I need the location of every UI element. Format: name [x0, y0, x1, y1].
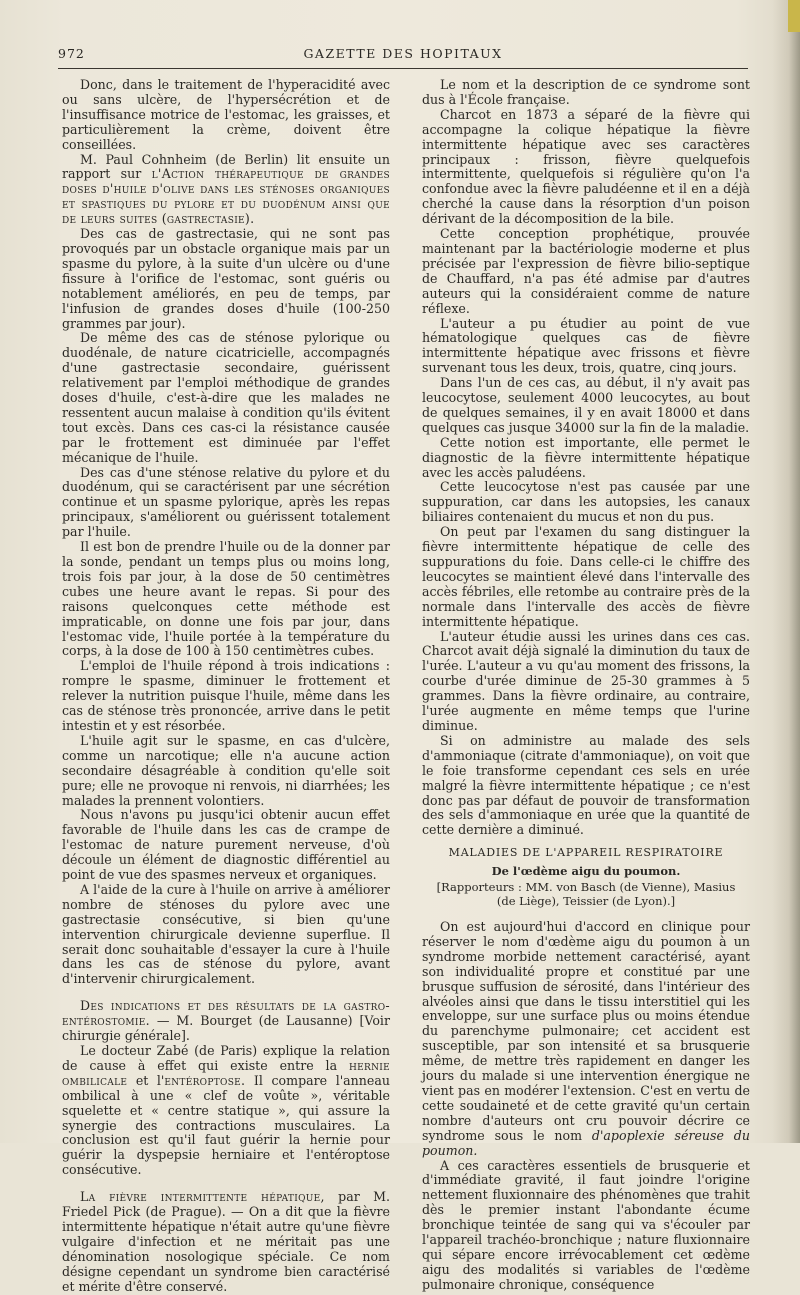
paragraph: L'auteur a pu étudier au point de vue hématologique quelques cas de fièvre intermittente hépatique avec frissons et fièvre survenant tous les deux, trois, quatre, cinq jours.: [422, 315, 750, 376]
paragraph-body: On est aujourd'hui d'accord en clinique pour réserver le nom d'œdème aigu du poumon à un syndrome morbide nettement caractérisé, ayant son individualité propre et constitué par une brusque suffusion de sérosité, dans l'intérieur des alvéoles ainsi que dans le tissu interstitiel qui les enveloppe, sur une surface plus ou moins étendue du parenchyme pulmonaire; cet accident est susceptible, par son intensité et sa brusquerie même, de mettre très rapidement en danger les jours du malade si une intervention énergique ne vient pas en modérer l'extension. C'est en vertu de cette soudaineté et de cette gravité qu'un certain nombre d'auteurs ont cru pouvoir décrire ce syndrome sous le nom: [422, 919, 750, 1143]
paragraph: A l'aide de la cure à l'huile on arrive à améliorer nombre de sténoses du pylore avec une gastrectasie consécutive, si bien qu'une intervention chirurgicale devienne superflue. Il serait donc souhaitable d'essayer la cure à l'huile dans les cas de sténose du pylore, avant d'intervenir chirurgicalement.: [62, 881, 390, 987]
term-enteroptose: entéroptose.: [164, 1072, 246, 1088]
page-edge-shadow: [772, 0, 800, 1143]
paragraph-mid: et l': [135, 1072, 165, 1088]
paragraph: Cette notion est importante, elle permet le diagnostic de la fièvre intermittente hépatique avec les accès paludéens.: [422, 434, 750, 480]
paragraph: L'huile agit sur le spasme, en cas d'ulcère, comme un narcotique; elle n'a aucune action secondaire désagréable à condition qu'elle soit pure; elle ne provoque ni renvois, ni diarrhées; les malades la prennent volontiers.: [62, 732, 390, 808]
paragraph: Des cas d'une sténose relative du pylore et du duodénum, qui se caractérisent par une sécrétion continue et un spasme pylorique, après les repas principaux, s'améliorent ou guérissent totalement par l'huile.: [62, 464, 390, 540]
left-column: [62, 78, 390, 1295]
page-header: [58, 40, 748, 64]
paragraph-lead: M. Paul Cohnheim (de Berlin) lit ensuite un rapport sur: [62, 151, 390, 182]
reporters-note: [Rapporteurs : MM. von Basch (de Vienne), Masius (de Liège), Teissier (de Lyon).]: [436, 880, 736, 908]
page-number: 972: [58, 46, 85, 61]
page-edge-tab: [788, 0, 800, 32]
paragraph: [62, 999, 390, 1044]
paragraph: A ces caractères essentiels de brusquerie et d'immédiate gravité, il faut joindre l'origine nettement fluxionnaire des phénomènes que trahit dès le premier instant l'abondante écume bronchique teintée de sang qui va s'écouler par l'appareil trachéo-bronchique ; nature fluxionnaire qui sépare encore irrévocablement cet œdème aigu des modalités si variables de l'œdème pulmonaire chronique, conséquence: [422, 1157, 750, 1292]
paragraph: On peut par l'examen du sang distinguer la fièvre intermittente hépatique de celle des suppurations du foie. Dans celle-ci le chiffre des leucocytes se maintient élevé dans l'intervalle des accès fébriles, elle retombe au contraire près de la normale dans l'intervalle des accès de fièvre intermittente hépatique.: [422, 524, 750, 629]
paragraph: Nous n'avons pu jusqu'ici obtenir aucun effet favorable de l'huile dans les cas de crampe de l'estomac de nature purement nerveuse, d'où découle un élément de diagnostic différentiel au point de vue des spasmes nerveux et organiques.: [62, 807, 390, 883]
paragraph: [422, 920, 750, 1159]
journal-title: GAZETTE DES HOPITAUX: [303, 46, 503, 61]
paragraph: L'auteur étudie aussi les urines dans ces cas. Charcot avait déjà signalé la diminution du taux de l'urée. L'auteur a vu qu'au moment des frissons, la courbe d'urée diminue de 25-30 grammes à 5 grammes. Dans la fièvre ordinaire, au contraire, l'urée augmente en même temps que l'urine diminue.: [422, 628, 750, 733]
paragraph: Cette conception prophétique, prouvée maintenant par la bactériologie moderne et plus précisée par l'expression de fièvre bilio-septique de Chauffard, n'a pas été admise par d'autres auteurs qui la considéraient comme de nature réflexe.: [422, 226, 750, 316]
italic-term: d'apoplexie séreuse du poumon.: [422, 1127, 750, 1158]
paragraph: L'emploi de l'huile répond à trois indications : rompre le spasme, diminuer le frottement et relever la nutrition puisque l'huile, même dans les cas de sténose très prononcée, arrive dans le petit intestin et y est résorbée.: [62, 658, 390, 733]
paragraph: [62, 1190, 390, 1294]
paragraph-rest: par M. Friedel Pick (de Prague). — On a dit que la fièvre intermittente hépatique n'était autre qu'une fièvre vulgaire d'infection et ne méritait pas une dénomination nosologique spéciale. Ce nom désigne cependant un syndrome bien caractérisé et mérite d'être conservé.: [62, 1189, 391, 1294]
paragraph: Donc, dans le traitement de l'hyperacidité avec ou sans ulcère, de l'hypersécrétion et de l'insuffisance motrice de l'estomac, les graisses, et particulièrement la crème, doivent être conseillées.: [62, 77, 390, 152]
paragraph-lead: Le docteur Zabé (de Paris) explique la relation de cause à effet qui existe entre la: [62, 1043, 390, 1073]
header-rule: [58, 68, 748, 69]
paragraph: Dans l'un de ces cas, au début, il n'y avait pas leucocytose, seulement 4000 leucocytes, au bout de quelques semaines, il y en avait 18000 et dans quelques cas jusque 34000 sur la fin de la maladie.: [422, 375, 750, 435]
paragraph: Des cas de gastrectasie, qui ne sont pas provoqués par un obstacle organique mais par un spasme du pylore, à la suite d'un ulcère ou d'une fissure à l'orifice de l'estomac, sont guéris ou notablement améliorés, en peu de temps, par l'infusion de grandes doses d'huile (100-250 grammes par jour).: [62, 226, 390, 331]
paragraph: Il est bon de prendre l'huile ou de la donner par la sonde, pendant un temps plus ou moins long, trois fois par jour, à la dose de 50 centimètres cubes une heure avant le repas. Si pour des raisons quelconques cette méthode est impraticable, on donne une fois par jour, dans l'estomac vide, l'huile portée à la température du corps, à la dose de 100 à 150 centimètres cubes.: [62, 539, 390, 659]
right-column: [422, 78, 750, 1293]
paragraph-rest: — M. Bourget (de Lausanne) [Voir chirurgie générale].: [62, 1013, 390, 1044]
report-title: Des indications et des résultats de la gastro-entérostomie.: [62, 998, 390, 1029]
report-title: l'Action thérapeutique de grandes doses d'huile d'olive dans les sténoses organiques et spastiques du pylore et du duodénum ainsi que de leurs suites (gastrectasie).: [62, 166, 390, 227]
term-hernie: hernie ombilicale: [62, 1057, 390, 1088]
paragraph: [62, 1044, 390, 1178]
paragraph: Cette leucocytose n'est pas causée par une suppuration, car dans les autopsies, les canaux biliaires contenaient du mucus et non du pus.: [422, 479, 750, 525]
subsection-title: De l'œdème aigu du poumon.: [491, 864, 681, 879]
paragraph-rest: Il compare l'anneau ombilical à une « clef de voûte », véritable squelette et « centre statique », qui assure la synergie des contractions musculaires. La conclusion est qu'il faut guérir la hernie pour guérir la dyspepsie herniaire et l'entéroptose consécutive.: [62, 1072, 390, 1178]
paragraph: De même des cas de sténose pylorique ou duodénale, de nature cicatricielle, accompagnés d'une gastrectasie secondaire, guérissent relativement par l'emploi méthodique de grandes doses d'huile, c'est-à-dire que les malades ne ressentent aucun malaise à condition qu'ils évitent tout excès. Dans ces cas-ci la résistance causée par le frottement est diminuée par l'effet mécanique de l'huile.: [62, 330, 390, 465]
paragraph: Si on administre au malade des sels d'ammoniaque (citrate d'ammoniaque), on voit que le foie transforme cependant ces sels en urée malgré la fièvre intermittente hépatique ; ce n'est donc pas par défaut de pouvoir de transformation des sels d'ammoniaque en urée que la quantité de cette dernière a diminué.: [422, 732, 750, 838]
paragraph: [62, 153, 390, 228]
paragraph: Charcot en 1873 a séparé de la fièvre qui accompagne la colique hépatique la fièvre intermittente hépatique avec ses caractères principaux : frisson, fièvre quelquefois intermittente, quelquefois si régulière qu'on l'a confondue avec la fièvre paludéenne et il en a déjà cherché la cause dans la résorption d'un poison dérivant de la décomposition de la bile.: [422, 106, 750, 227]
report-title: La fièvre intermittente hépatique,: [80, 1189, 325, 1205]
section-title: MALADIES DE L'APPAREIL RESPIRATOIRE: [448, 846, 724, 860]
paragraph: Le nom et la description de ce syndrome sont dus à l'École française.: [422, 77, 750, 107]
